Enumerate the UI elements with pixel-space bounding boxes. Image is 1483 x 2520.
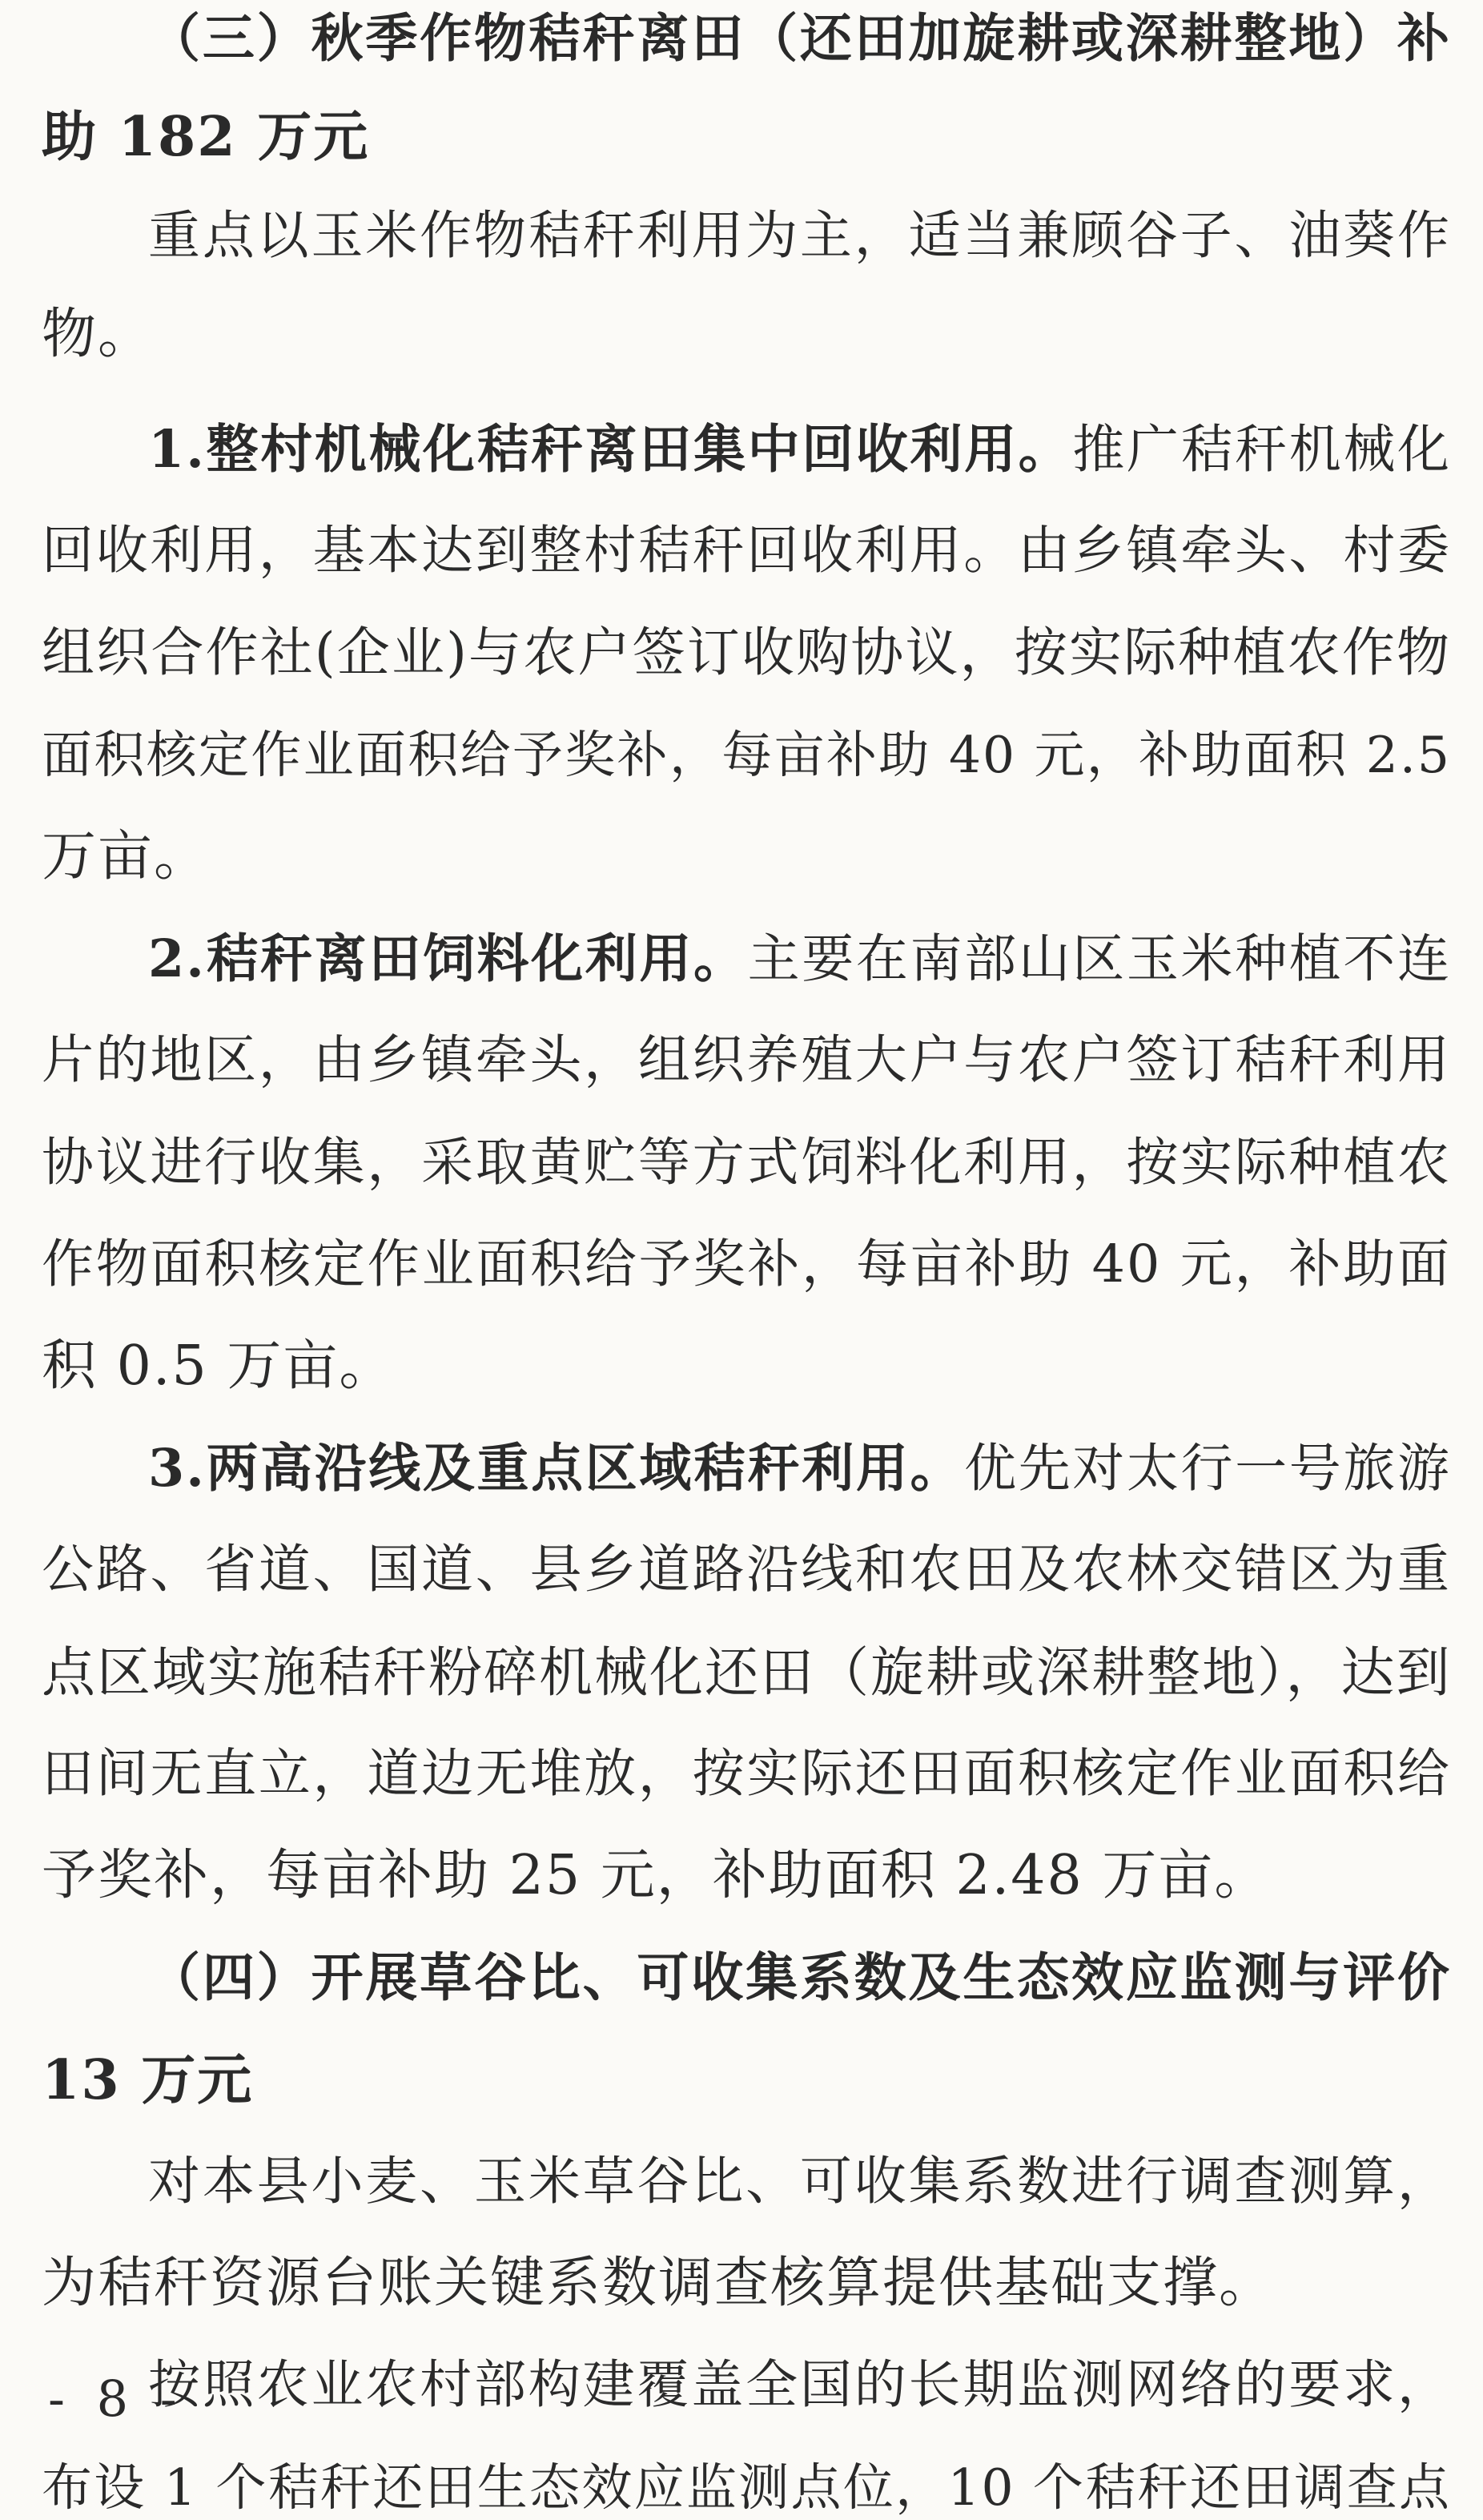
text-line bbox=[148, 2150, 1451, 2214]
text-line bbox=[148, 927, 1451, 992]
line-text: （四）开展草谷比、可收集系数及生态效应监测与评价 bbox=[148, 1947, 1451, 2008]
text-line bbox=[42, 2048, 1451, 2112]
line-text: 布设 1 个秸秆还田生态效应监测点位，10 个秸秆还田调查点 bbox=[42, 2458, 1451, 2517]
line-text: 重点以玉米作物秸秆利用为主，适当兼顾谷子、油葵作 bbox=[148, 206, 1451, 266]
text-line bbox=[42, 519, 1451, 583]
line-text: 对本县小麦、玉米草谷比、可收集系数进行调查测算， bbox=[148, 2152, 1451, 2212]
text-line bbox=[42, 1131, 1451, 1195]
line-text: （三）秋季作物秸秆离田（还田加旋耕或深耕整地）补 bbox=[148, 8, 1451, 69]
text-line bbox=[42, 1334, 1451, 1399]
text-line bbox=[42, 303, 1451, 367]
text-line bbox=[148, 6, 1451, 70]
line-text: 主要在南部山区玉米种植不连 bbox=[747, 929, 1451, 989]
text-line bbox=[148, 1946, 1451, 2010]
page-number: - 8 - bbox=[48, 2369, 185, 2428]
line-text: 助 182 万元 bbox=[42, 105, 370, 169]
line-text: 点区域实施秸秆粉碎机械化还田（旋耕或深耕整地），达到 bbox=[42, 1641, 1452, 1704]
text-line bbox=[42, 1742, 1451, 1806]
item-heading: 2.秸秆离田饲料化利用。 bbox=[148, 928, 748, 989]
line-text: 13 万元 bbox=[42, 2048, 254, 2112]
text-line bbox=[42, 621, 1451, 685]
text-line bbox=[148, 204, 1451, 268]
text-line bbox=[42, 1233, 1451, 1297]
text-line bbox=[148, 2353, 1451, 2417]
text-line bbox=[42, 1640, 1451, 1705]
line-text: 片的地区，由乡镇牵头，组织养殖大户与农户签订秸秆利用 bbox=[42, 1030, 1451, 1090]
text-line bbox=[42, 1538, 1451, 1602]
line-text: 协议进行收集，采取黄贮等方式饲料化利用，按实际种植农 bbox=[42, 1133, 1451, 1193]
text-line bbox=[42, 723, 1451, 787]
text-line bbox=[42, 1844, 1451, 1908]
line-text: 组织合作社(企业)与农户签订收购协议，按实际种植农作物 bbox=[42, 622, 1451, 683]
line-text: 万亩。 bbox=[42, 825, 211, 888]
text-line bbox=[42, 2252, 1451, 2316]
line-text: 田间无直立，道边无堆放，按实际还田面积核定作业面积给 bbox=[42, 1744, 1451, 1804]
line-text: 面积核定作业面积给予奖补，每亩补助 40 元，补助面积 2.5 bbox=[42, 726, 1451, 784]
line-text: 回收利用，基本达到整村秸秆回收利用。由乡镇牵头、村委 bbox=[42, 521, 1451, 581]
line-text: 作物面积核定作业面积给予奖补，每亩补助 40 元，补助面 bbox=[42, 1234, 1451, 1294]
item-heading: 3.两高沿线及重点区域秸秆利用。 bbox=[148, 1438, 965, 1499]
text-line bbox=[42, 825, 1451, 889]
text-line bbox=[148, 1436, 1451, 1501]
line-text: 予奖补，每亩补助 25 元，补助面积 2.48 万亩。 bbox=[42, 1844, 1271, 1907]
line-text: 积 0.5 万亩。 bbox=[42, 1334, 396, 1398]
text-line bbox=[148, 417, 1451, 482]
text-line bbox=[42, 105, 1451, 169]
line-text: 物。 bbox=[42, 303, 155, 366]
line-text: 为秸秆资源台账关键系数调查核算提供基础支撑。 bbox=[42, 2252, 1276, 2315]
line-text: 按照农业农村部构建覆盖全国的长期监测网络的要求， bbox=[148, 2355, 1451, 2415]
line-text: 优先对太行一号旅游 bbox=[964, 1439, 1451, 1499]
line-text: 公路、省道、国道、县乡道路沿线和农田及农林交错区为重 bbox=[42, 1540, 1451, 1600]
text-line bbox=[42, 2456, 1451, 2520]
text-line bbox=[42, 1029, 1451, 1093]
line-text: 推广秸秆机械化 bbox=[1072, 420, 1451, 480]
item-heading: 1.整村机械化秸秆离田集中回收利用。 bbox=[148, 419, 1073, 480]
